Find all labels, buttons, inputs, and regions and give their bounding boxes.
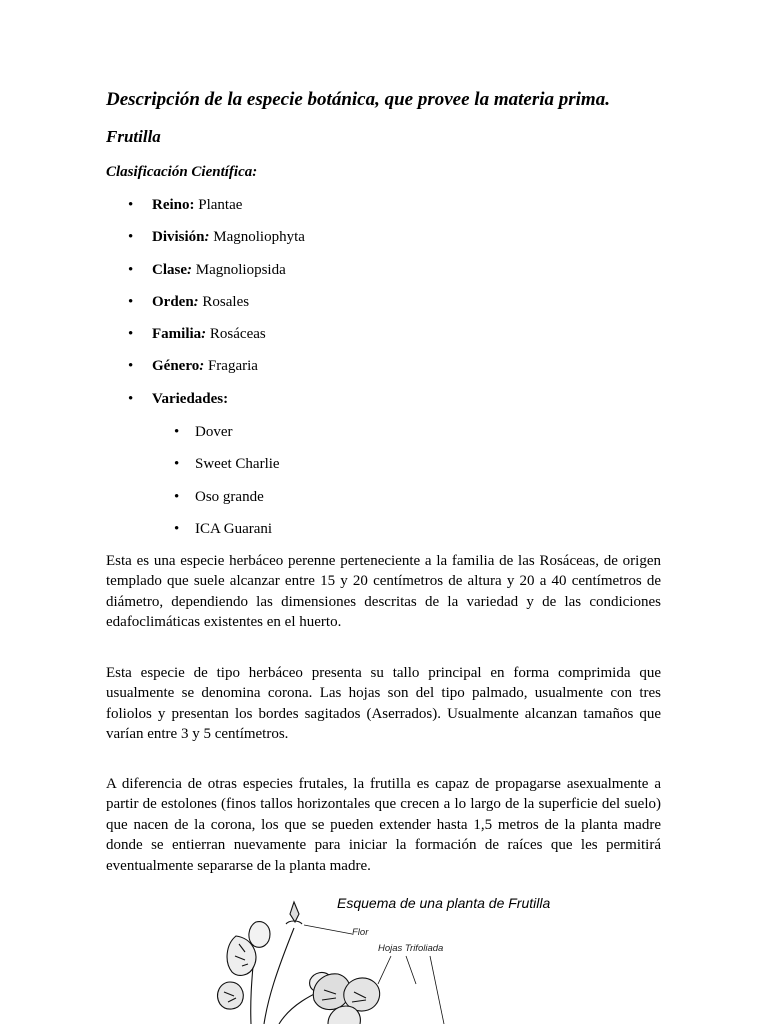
plant-drawing [206,888,586,1024]
figure-title: Esquema de una planta de Frutilla [337,895,551,911]
classification-key: Orden [152,294,194,310]
classification-key: Clase [152,262,187,278]
classification-sep: : [193,294,199,310]
classification-value: Magnoliopsida [192,262,286,278]
bullet: • [128,197,134,213]
classification-key: Género [152,358,200,374]
bullet: • [128,294,134,310]
bullet: • [128,391,134,407]
page-title: Descripción de la especie botánica, que provee la materia prima. [106,89,610,110]
variety-name: Dover [195,424,233,440]
bullet: • [174,456,180,472]
classification-value: Fragaria [204,358,258,374]
variety-name: ICA Guarani [195,521,273,537]
classification-sep: : [204,229,210,245]
classification-value: Magnoliophyta [209,229,305,245]
classification-key: Familia [152,326,202,342]
variety-name: Oso grande [195,489,264,505]
variety-name: Sweet Charlie [195,456,280,472]
bullet: • [174,424,180,440]
bullet: • [128,229,134,245]
classification-heading: Clasificación Científica: [106,164,258,180]
bullet: • [128,358,134,374]
section-subtitle: Frutilla [106,127,161,146]
figure-label-leaves: Hojas Trifoliada [378,943,444,954]
classification-value: Rosáceas [206,326,266,342]
bullet: • [174,521,180,537]
classification-value: Plantae [194,197,243,213]
figure-label-flower: Flor [352,927,369,938]
bullet: • [128,262,134,278]
classification-value: Rosales [198,294,250,310]
classification-sep: : [201,326,207,342]
classification-sep: : [199,358,205,374]
strawberry-plant-figure [206,888,586,1024]
body-paragraph: A diferencia de otras especies frutales, la frutilla es capaz de propagarse asexualmente a partir de estolones (finos tallos horizontales que crecen a lo largo de la superficie del suelo) que nacen de la corona, los que se pueden extender hasta 1,5 metros de la planta madre donde se entierran nuevamente para iniciar la formación de raíces que les permitirá eventualmente separarse de la planta madre. [106,776,661,874]
bullet: • [128,326,134,342]
bullet: • [174,489,180,505]
classification-key: Variedades: [152,391,229,407]
body-paragraph: Esta es una especie herbáceo perenne perteneciente a la familia de las Rosáceas, de origen templado que suele alcanzar entre 15 y 20 centímetros de altura y 20 a 40 centímetros de diámetro, dependiendo las dimensiones descritas de la variedad y de las condiciones edafoclimáticas existentes en el huerto. [106,553,661,631]
body-paragraph: Esta especie de tipo herbáceo presenta su tallo principal en forma comprimida que usualmente se denomina corona. Las hojas son del tipo palmado, usualmente con tres foliolos y presentan los bordes sagitados (Aserrados). Usualmente alcanzan tamaños que varían entre 3 y 5 centímetros. [106,665,661,743]
classification-key: Reino: [152,197,195,213]
classification-key: División [152,229,205,245]
classification-sep: : [187,262,192,278]
